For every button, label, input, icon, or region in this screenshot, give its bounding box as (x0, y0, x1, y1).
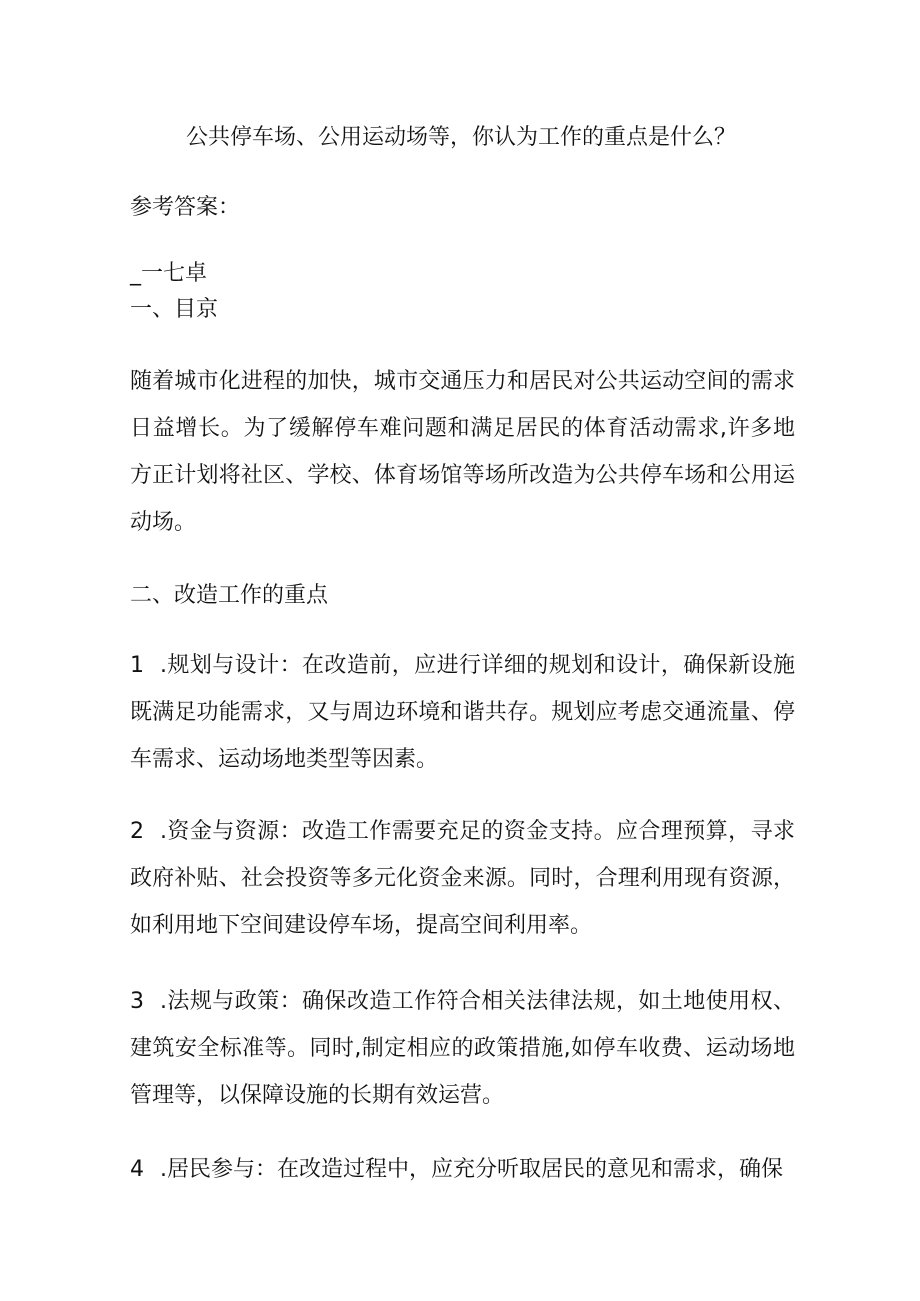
item-number: 4 (130, 1157, 144, 1182)
item-text: .法规与政策：确保改造工作符合相关法律法规，如土地使用权、建筑安全标准等。同时,制定相应的政策措施,如停车收费、运动场地管理等，以保障设施的长期有效运营。 (130, 989, 795, 1108)
section2-heading: 二、改造工作的重点 (130, 583, 329, 608)
item-number: 2 (130, 819, 144, 844)
section1-heading: 一、目京 (130, 297, 219, 322)
item-text: .资金与资源：改造工作需要充足的资金支持。应合理预算，寻求政府补贴、社会投资等多元化资金来源。同时，合理利用现有资源，如利用地下空间建设停车场，提高空间利用率。 (130, 819, 795, 938)
chapter-label: _一七卓 (130, 261, 208, 286)
item-text: .规划与设计：在改造前，应进行详细的规划和设计，确保新设施既满足功能需求，又与周边环境和谐共存。规划应考虑交通流量、停车需求、运动场地类型等因素。 (130, 653, 795, 772)
document-title: 公共停车场、公用运动场等，你认为工作的重点是什么？ (186, 125, 737, 150)
list-item (130, 978, 795, 1119)
item-number: 1 (130, 653, 144, 678)
item-text: .居民参与：在改造过程中，应充分听取居民的意见和需求，确保 (160, 1157, 783, 1182)
list-item (130, 642, 795, 783)
list-item (130, 1146, 795, 1193)
intro-paragraph: 随着城市化进程的加快，城市交通压力和居民对公共运动空间的需求日益增长。为了缓解停车难问题和满足居民的体育活动需求,许多地方正计划将社区、学校、体育场馆等场所改造为公共停车场和公用运动场。 (130, 369, 795, 535)
answer-label: 参考答案： (130, 195, 241, 220)
list-item (130, 808, 795, 949)
item-number: 3 (130, 989, 144, 1014)
